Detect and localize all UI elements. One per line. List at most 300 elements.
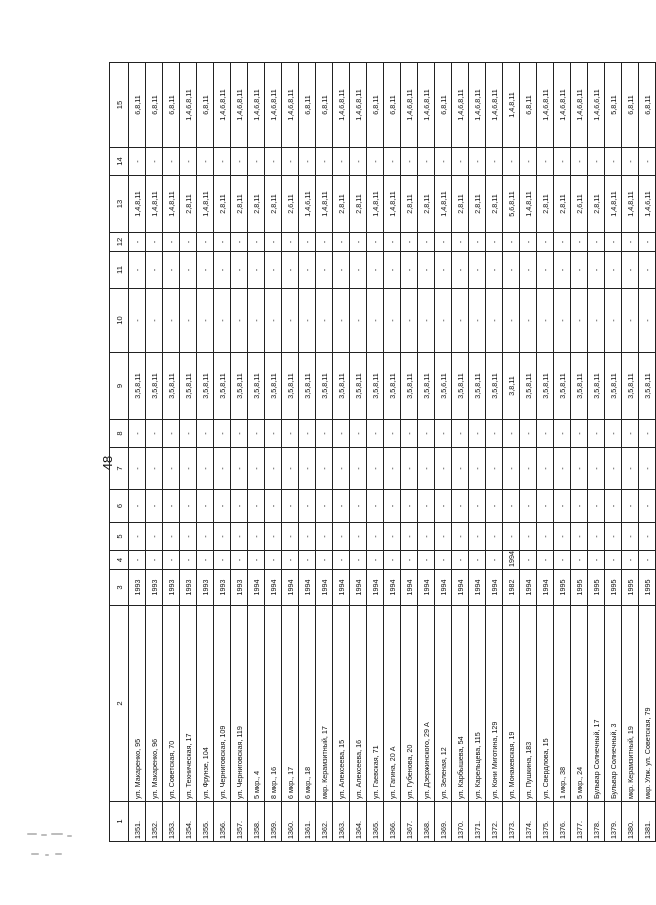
cell-col-11: - — [333, 252, 350, 289]
cell-col-5: - — [146, 523, 163, 551]
cell-col-5: - — [435, 523, 452, 551]
cell-col-3: 1995 — [588, 570, 605, 606]
cell-col-1: 1371. — [469, 802, 486, 842]
cell-col-9: 3,5,8,11 — [129, 353, 146, 420]
table-row — [299, 63, 316, 842]
cell-col-12: - — [639, 233, 656, 252]
cell-col-15: 1,4,6,8,11 — [248, 63, 265, 148]
cell-col-1: 1381. — [639, 802, 656, 842]
cell-col-7: - — [197, 448, 214, 490]
cell-col-5: - — [333, 523, 350, 551]
table-row — [554, 63, 571, 842]
cell-col-2: ул. Монакевская, 19 — [503, 606, 520, 802]
cell-col-4: - — [248, 551, 265, 570]
column-header-6: 6 — [110, 490, 129, 523]
cell-col-8: - — [554, 420, 571, 448]
cell-col-7: - — [299, 448, 316, 490]
cell-col-4: - — [316, 551, 333, 570]
cell-col-3: 1994 — [384, 570, 401, 606]
cell-col-6: - — [554, 490, 571, 523]
cell-col-2: ул. Советская, 70 — [163, 606, 180, 802]
cell-col-1: 1355. — [197, 802, 214, 842]
cell-col-5: - — [163, 523, 180, 551]
cell-col-2: ул. Фрунзе, 104 — [197, 606, 214, 802]
cell-col-13: 2,8,11 — [214, 176, 231, 233]
cell-col-13: 2,8,11 — [588, 176, 605, 233]
column-header-3: 3 — [110, 570, 129, 606]
cell-col-2: ул. Алексеева, 16 — [350, 606, 367, 802]
cell-col-12: - — [214, 233, 231, 252]
cell-col-15: 1,4,6,8,11 — [571, 63, 588, 148]
cell-col-2: ул. Свердлова, 15 — [537, 606, 554, 802]
cell-col-5: - — [622, 523, 639, 551]
cell-col-3: 1994 — [316, 570, 333, 606]
cell-col-6: - — [299, 490, 316, 523]
cell-col-12: - — [129, 233, 146, 252]
table-row — [282, 63, 299, 842]
cell-col-5: - — [265, 523, 282, 551]
cell-col-6: - — [418, 490, 435, 523]
cell-col-9: 3,5,8,11 — [316, 353, 333, 420]
cell-col-7: - — [367, 448, 384, 490]
cell-col-10: - — [350, 289, 367, 353]
table-row — [163, 63, 180, 842]
cell-col-6: - — [571, 490, 588, 523]
cell-col-7: - — [537, 448, 554, 490]
cell-col-7: - — [248, 448, 265, 490]
cell-col-2: 8 мкр., 16 — [265, 606, 282, 802]
cell-col-15: 6,8,11 — [146, 63, 163, 148]
cell-col-15: 1,4,6,8,11 — [231, 63, 248, 148]
cell-col-12: - — [401, 233, 418, 252]
cell-col-2: Бульвар Солнечный, 17 — [588, 606, 605, 802]
table-row — [129, 63, 146, 842]
cell-col-3: 1982 — [503, 570, 520, 606]
cell-col-1: 1377. — [571, 802, 588, 842]
cell-col-1: 1365. — [367, 802, 384, 842]
cell-col-6: - — [435, 490, 452, 523]
table-row — [350, 63, 367, 842]
cell-col-1: 1357. — [231, 802, 248, 842]
cell-col-4: - — [231, 551, 248, 570]
cell-col-6: - — [180, 490, 197, 523]
cell-col-13: 2,8,11 — [180, 176, 197, 233]
column-header-12: 12 — [110, 233, 129, 252]
scan-smudges — [25, 833, 85, 873]
cell-col-12: - — [163, 233, 180, 252]
cell-col-10: - — [180, 289, 197, 353]
cell-col-14: - — [622, 148, 639, 176]
cell-col-13: 2,8,11 — [469, 176, 486, 233]
cell-col-12: - — [384, 233, 401, 252]
cell-col-6: - — [146, 490, 163, 523]
cell-col-11: - — [248, 252, 265, 289]
table-row — [605, 63, 622, 842]
cell-col-1: 1374. — [520, 802, 537, 842]
cell-col-1: 1378. — [588, 802, 605, 842]
cell-col-2: ул. Черниговская, 109 — [214, 606, 231, 802]
cell-col-15: 1,4,6,8,11 — [418, 63, 435, 148]
table-row — [231, 63, 248, 842]
cell-col-12: - — [503, 233, 520, 252]
cell-col-11: - — [418, 252, 435, 289]
cell-col-12: - — [622, 233, 639, 252]
cell-col-2: 5 мкр., 4 — [248, 606, 265, 802]
cell-col-7: - — [401, 448, 418, 490]
cell-col-7: - — [282, 448, 299, 490]
cell-col-10: - — [197, 289, 214, 353]
table-row — [588, 63, 605, 842]
cell-col-6: - — [350, 490, 367, 523]
cell-col-14: - — [452, 148, 469, 176]
cell-col-13: 1,4,8,11 — [367, 176, 384, 233]
cell-col-6: - — [214, 490, 231, 523]
cell-col-14: - — [503, 148, 520, 176]
cell-col-11: - — [367, 252, 384, 289]
cell-col-3: 1995 — [639, 570, 656, 606]
cell-col-8: - — [401, 420, 418, 448]
cell-col-11: - — [571, 252, 588, 289]
cell-col-4: - — [588, 551, 605, 570]
cell-col-3: 1994 — [452, 570, 469, 606]
cell-col-14: - — [180, 148, 197, 176]
table-row — [384, 63, 401, 842]
cell-col-14: - — [163, 148, 180, 176]
cell-col-14: - — [333, 148, 350, 176]
cell-col-8: - — [435, 420, 452, 448]
cell-col-3: 1995 — [571, 570, 588, 606]
cell-col-3: 1994 — [299, 570, 316, 606]
cell-col-7: - — [571, 448, 588, 490]
cell-col-14: - — [537, 148, 554, 176]
cell-col-7: - — [129, 448, 146, 490]
cell-col-12: - — [316, 233, 333, 252]
cell-col-4: - — [486, 551, 503, 570]
column-header-10: 10 — [110, 289, 129, 353]
cell-col-10: - — [316, 289, 333, 353]
cell-col-6: - — [639, 490, 656, 523]
cell-col-14: - — [248, 148, 265, 176]
cell-col-9: 3,5,8,11 — [350, 353, 367, 420]
cell-col-2: ул. Гаевская, 71 — [367, 606, 384, 802]
cell-col-4: - — [469, 551, 486, 570]
cell-col-6: - — [452, 490, 469, 523]
cell-col-10: - — [639, 289, 656, 353]
cell-col-5: - — [248, 523, 265, 551]
cell-col-8: - — [622, 420, 639, 448]
column-header-14: 14 — [110, 148, 129, 176]
cell-col-6: - — [333, 490, 350, 523]
column-header-5: 5 — [110, 523, 129, 551]
page-number: 48 — [100, 455, 115, 471]
cell-col-13: 2,8,11 — [333, 176, 350, 233]
cell-col-8: - — [452, 420, 469, 448]
cell-col-11: - — [282, 252, 299, 289]
cell-col-14: - — [231, 148, 248, 176]
cell-col-15: 1,4,6,8,11 — [554, 63, 571, 148]
cell-col-3: 1994 — [469, 570, 486, 606]
cell-col-4: - — [265, 551, 282, 570]
column-header-7: 7 — [110, 448, 129, 490]
cell-col-12: - — [282, 233, 299, 252]
cell-col-9: 3,5,8,11 — [486, 353, 503, 420]
cell-col-3: 1993 — [163, 570, 180, 606]
cell-col-12: - — [248, 233, 265, 252]
cell-col-7: - — [316, 448, 333, 490]
cell-col-11: - — [469, 252, 486, 289]
table-row — [316, 63, 333, 842]
cell-col-2: 1 мкр., 38 — [554, 606, 571, 802]
cell-col-4: - — [333, 551, 350, 570]
cell-col-5: - — [350, 523, 367, 551]
cell-col-6: - — [248, 490, 265, 523]
cell-col-3: 1995 — [554, 570, 571, 606]
cell-col-11: - — [197, 252, 214, 289]
cell-col-1: 1380. — [622, 802, 639, 842]
cell-col-11: - — [350, 252, 367, 289]
cell-col-4: - — [639, 551, 656, 570]
cell-col-13: 1,4,8,11 — [520, 176, 537, 233]
cell-col-12: - — [588, 233, 605, 252]
cell-col-4: - — [435, 551, 452, 570]
cell-col-8: - — [469, 420, 486, 448]
cell-col-4: - — [554, 551, 571, 570]
cell-col-8: - — [571, 420, 588, 448]
cell-col-2: мкр. Улж. ул. Советская, 79 — [639, 606, 656, 802]
cell-col-11: - — [146, 252, 163, 289]
cell-col-8: - — [486, 420, 503, 448]
cell-col-14: - — [469, 148, 486, 176]
registry-table-rotated — [109, 63, 652, 842]
cell-col-12: - — [469, 233, 486, 252]
cell-col-15: 6,8,11 — [435, 63, 452, 148]
cell-col-5: - — [282, 523, 299, 551]
cell-col-2: 6 мкр., 17 — [282, 606, 299, 802]
cell-col-9: 3,5,8,11 — [180, 353, 197, 420]
cell-col-10: - — [554, 289, 571, 353]
cell-col-6: - — [588, 490, 605, 523]
cell-col-10: - — [503, 289, 520, 353]
cell-col-1: 1368. — [418, 802, 435, 842]
cell-col-5: - — [214, 523, 231, 551]
cell-col-10: - — [537, 289, 554, 353]
cell-col-4: - — [401, 551, 418, 570]
cell-col-12: - — [299, 233, 316, 252]
cell-col-5: - — [571, 523, 588, 551]
cell-col-2: ул. Гагина, 20 А — [384, 606, 401, 802]
cell-col-6: - — [605, 490, 622, 523]
cell-col-8: - — [537, 420, 554, 448]
cell-col-15: 6,8,11 — [163, 63, 180, 148]
cell-col-14: - — [605, 148, 622, 176]
column-header-11: 11 — [110, 252, 129, 289]
cell-col-7: - — [503, 448, 520, 490]
cell-col-11: - — [401, 252, 418, 289]
cell-col-13: 2,6,11 — [571, 176, 588, 233]
cell-col-7: - — [265, 448, 282, 490]
cell-col-5: - — [503, 523, 520, 551]
cell-col-12: - — [265, 233, 282, 252]
table-row — [469, 63, 486, 842]
cell-col-3: 1994 — [265, 570, 282, 606]
cell-col-12: - — [333, 233, 350, 252]
cell-col-13: 1,4,8,11 — [316, 176, 333, 233]
column-header-2: 2 — [110, 606, 129, 802]
column-header-4: 4 — [110, 551, 129, 570]
cell-col-10: - — [146, 289, 163, 353]
cell-col-7: - — [622, 448, 639, 490]
cell-col-1: 1361. — [299, 802, 316, 842]
cell-col-8: - — [316, 420, 333, 448]
cell-col-10: - — [282, 289, 299, 353]
cell-col-13: 2,6,11 — [282, 176, 299, 233]
cell-col-14: - — [384, 148, 401, 176]
cell-col-9: 3,5,8,11 — [231, 353, 248, 420]
cell-col-8: - — [350, 420, 367, 448]
cell-col-1: 1360. — [282, 802, 299, 842]
cell-col-13: 2,8,11 — [401, 176, 418, 233]
cell-col-11: - — [537, 252, 554, 289]
cell-col-8: - — [639, 420, 656, 448]
cell-col-13: 1,4,6,11 — [299, 176, 316, 233]
cell-col-12: - — [418, 233, 435, 252]
cell-col-7: - — [588, 448, 605, 490]
cell-col-12: - — [452, 233, 469, 252]
cell-col-15: 6,8,11 — [622, 63, 639, 148]
cell-col-10: - — [299, 289, 316, 353]
cell-col-3: 1995 — [622, 570, 639, 606]
cell-col-4: 1994 — [503, 551, 520, 570]
cell-col-2: ул. Карбышева, 54 — [452, 606, 469, 802]
cell-col-8: - — [503, 420, 520, 448]
cell-col-15: 1,4,6,8,11 — [350, 63, 367, 148]
cell-col-7: - — [146, 448, 163, 490]
cell-col-15: 1,4,6,8,11 — [214, 63, 231, 148]
cell-col-5: - — [180, 523, 197, 551]
cell-col-9: 3,5,8,11 — [248, 353, 265, 420]
cell-col-12: - — [350, 233, 367, 252]
cell-col-8: - — [265, 420, 282, 448]
cell-col-13: 1,4,8,11 — [435, 176, 452, 233]
cell-col-15: 1,4,6,8,11 — [180, 63, 197, 148]
cell-col-13: 1,4,8,11 — [163, 176, 180, 233]
table-row — [180, 63, 197, 842]
cell-col-11: - — [214, 252, 231, 289]
cell-col-5: - — [486, 523, 503, 551]
cell-col-12: - — [605, 233, 622, 252]
table-row — [520, 63, 537, 842]
cell-col-4: - — [180, 551, 197, 570]
cell-col-6: - — [622, 490, 639, 523]
cell-col-11: - — [435, 252, 452, 289]
cell-col-3: 1994 — [282, 570, 299, 606]
cell-col-9: 3,5,8,11 — [639, 353, 656, 420]
cell-col-9: 3,5,8,11 — [469, 353, 486, 420]
table-row — [265, 63, 282, 842]
cell-col-7: - — [469, 448, 486, 490]
cell-col-6: - — [129, 490, 146, 523]
cell-col-7: - — [435, 448, 452, 490]
table-row — [622, 63, 639, 842]
cell-col-11: - — [486, 252, 503, 289]
cell-col-2: ул. Зеленая, 12 — [435, 606, 452, 802]
cell-col-7: - — [554, 448, 571, 490]
cell-col-8: - — [248, 420, 265, 448]
cell-col-14: - — [299, 148, 316, 176]
cell-col-7: - — [333, 448, 350, 490]
table-row — [503, 63, 520, 842]
cell-col-10: - — [622, 289, 639, 353]
cell-col-9: 3,5,8,11 — [146, 353, 163, 420]
cell-col-7: - — [520, 448, 537, 490]
cell-col-15: 6,8,11 — [299, 63, 316, 148]
cell-col-2: ул. Черниговская, 119 — [231, 606, 248, 802]
cell-col-12: - — [486, 233, 503, 252]
cell-col-14: - — [265, 148, 282, 176]
cell-col-6: - — [282, 490, 299, 523]
cell-col-2: ул. Алексеева, 15 — [333, 606, 350, 802]
cell-col-5: - — [639, 523, 656, 551]
cell-col-12: - — [146, 233, 163, 252]
cell-col-3: 1994 — [367, 570, 384, 606]
cell-col-3: 1994 — [401, 570, 418, 606]
cell-col-10: - — [367, 289, 384, 353]
cell-col-1: 1358. — [248, 802, 265, 842]
cell-col-9: 3,5,8,11 — [282, 353, 299, 420]
cell-col-4: - — [537, 551, 554, 570]
cell-col-10: - — [418, 289, 435, 353]
cell-col-15: 1,4,6,8,11 — [469, 63, 486, 148]
cell-col-1: 1379. — [605, 802, 622, 842]
cell-col-9: 3,5,8,11 — [163, 353, 180, 420]
cell-col-9: 3,5,8,11 — [197, 353, 214, 420]
cell-col-8: - — [282, 420, 299, 448]
cell-col-13: 2,8,11 — [554, 176, 571, 233]
cell-col-13: 2,8,11 — [248, 176, 265, 233]
cell-col-13: 1,4,8,11 — [197, 176, 214, 233]
cell-col-8: - — [197, 420, 214, 448]
cell-col-10: - — [486, 289, 503, 353]
cell-col-5: - — [129, 523, 146, 551]
cell-col-4: - — [452, 551, 469, 570]
cell-col-12: - — [435, 233, 452, 252]
cell-col-7: - — [350, 448, 367, 490]
cell-col-7: - — [180, 448, 197, 490]
cell-col-10: - — [333, 289, 350, 353]
cell-col-2: ул. Макаренко, 95 — [129, 606, 146, 802]
cell-col-11: - — [503, 252, 520, 289]
cell-col-12: - — [367, 233, 384, 252]
table-row — [537, 63, 554, 842]
cell-col-8: - — [367, 420, 384, 448]
cell-col-10: - — [401, 289, 418, 353]
cell-col-3: 1994 — [333, 570, 350, 606]
cell-col-10: - — [435, 289, 452, 353]
column-header-15: 15 — [110, 63, 129, 148]
cell-col-13: 1,4,8,11 — [622, 176, 639, 233]
cell-col-4: - — [282, 551, 299, 570]
cell-col-4: - — [146, 551, 163, 570]
cell-col-1: 1367. — [401, 802, 418, 842]
cell-col-6: - — [537, 490, 554, 523]
cell-col-9: 3,5,8,11 — [214, 353, 231, 420]
table-row — [214, 63, 231, 842]
cell-col-9: 3,5,8,11 — [605, 353, 622, 420]
cell-col-11: - — [452, 252, 469, 289]
cell-col-14: - — [588, 148, 605, 176]
cell-col-13: 1,4,8,11 — [384, 176, 401, 233]
cell-col-5: - — [537, 523, 554, 551]
